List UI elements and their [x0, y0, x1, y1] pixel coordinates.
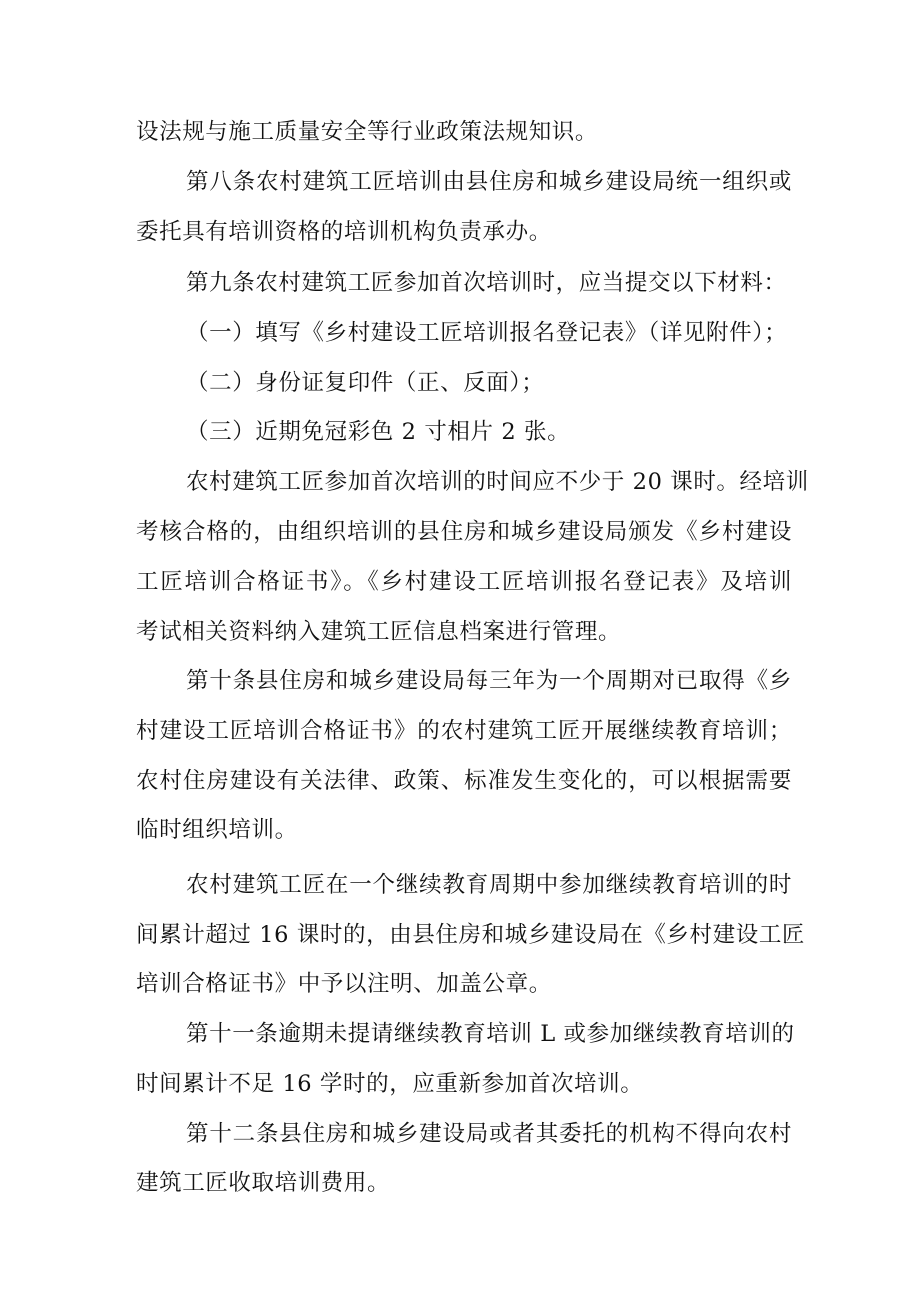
list-item-3: （三）近期免冠彩色 2 寸相片 2 张。 [186, 419, 571, 445]
list-item-1: （一）填写《乡村建设工匠培训报名登记表》（详见附件）； [186, 320, 788, 346]
text-line: 委托具有培训资格的培训机构负责承办。 [136, 219, 552, 245]
list-item-2: （二）身份证复印件（正、反面）； [186, 370, 545, 396]
article-9-line: 第九条农村建筑工匠参加首次培训时，应当提交以下材料： [186, 270, 787, 296]
paragraph-line: 农村建筑工匠参加首次培训的时间应不少于 20 课时。经培训 [186, 469, 809, 495]
article-10-line: 第十条县住房和城乡建设局每三年为一个周期对已取得《乡 [186, 668, 792, 694]
paragraph-line: 农村住房建设有关法律、政策、标准发生变化的，可以根据需要 [136, 768, 792, 794]
paragraph-line: 农村建筑工匠在一个继续教育周期中参加继续教育培训的时 [186, 872, 792, 898]
paragraph-line: 时间累计不足 16 学时的，应重新参加首次培训。 [136, 1071, 644, 1097]
article-11-line: 第十一条逾期未提请继续教育培训 L 或参加继续教育培训的 [186, 1021, 795, 1047]
paragraph-line: 考试相关资料纳入建筑工匠信息档案进行管理。 [136, 619, 622, 645]
paragraph-line: 培训合格证书》中予以注明、加盖公章。 [136, 971, 552, 997]
paragraph-line: 建筑工匠收取培训费用。 [136, 1170, 391, 1196]
text-line: 设法规与施工质量安全等行业政策法规知识。 [136, 119, 599, 145]
paragraph-line: 间累计超过 16 课时的，由县住房和城乡建设局在《乡村建设工匠 [136, 922, 806, 948]
article-12-line: 第十二条县住房和城乡建设局或者其委托的机构不得向农村 [186, 1121, 792, 1147]
paragraph-line: 工匠培训合格证书》。《乡村建设工匠培训报名登记表》及培训 [136, 569, 792, 595]
paragraph-line: 村建设工匠培训合格证书》的农村建筑工匠开展继续教育培训； [136, 718, 792, 744]
paragraph-line: 临时组织培训。 [136, 817, 298, 843]
paragraph-line: 考核合格的，由组织培训的县住房和城乡建设局颁发《乡村建设 [136, 519, 792, 545]
article-8-line: 第八条农村建筑工匠培训由县住房和城乡建设局统一组织或 [186, 169, 792, 195]
